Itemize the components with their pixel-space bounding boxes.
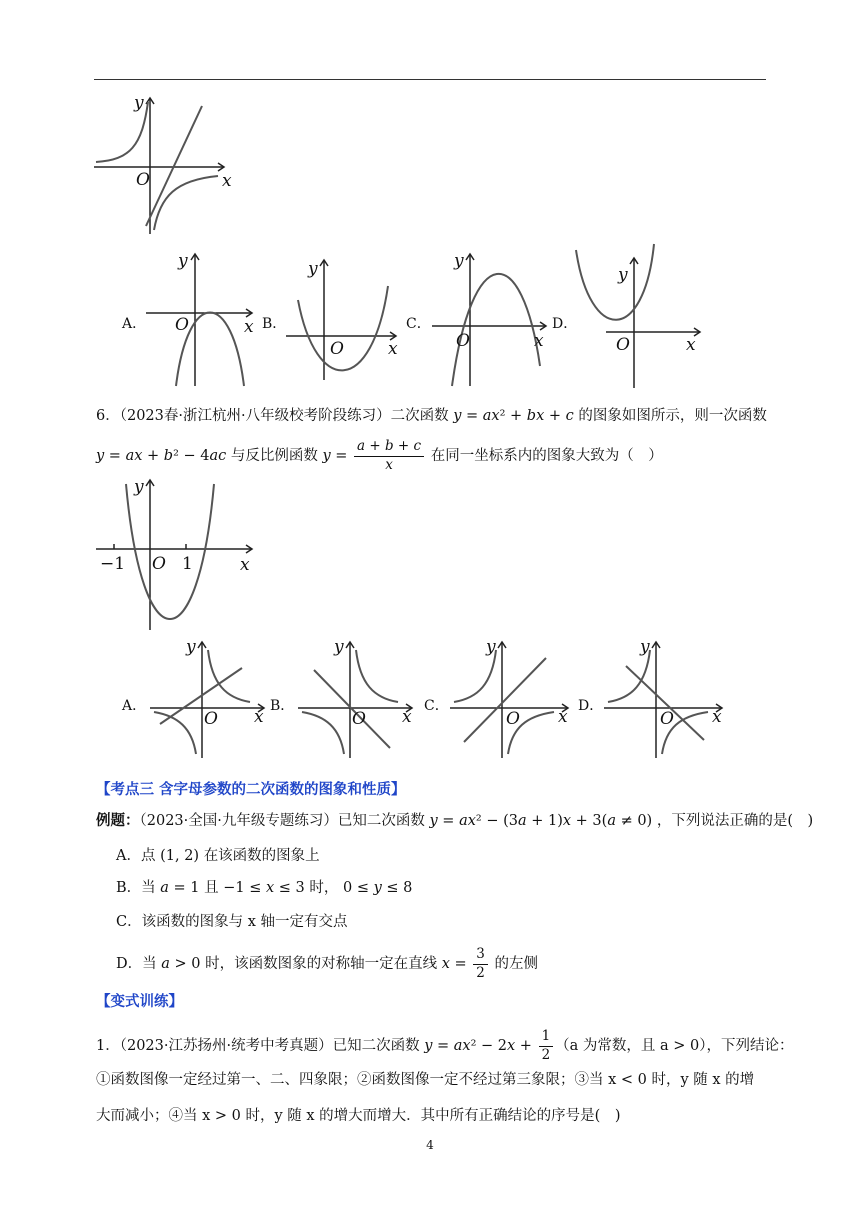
example-b-prefix: B．当 [116, 880, 156, 896]
y-axis-label: y [640, 637, 650, 657]
q6-tail: 在同一坐标系内的图象大致为（ ） [430, 448, 663, 464]
q6-line2-mid: 与反比例函数 [230, 448, 318, 464]
y-axis-label: y [454, 251, 464, 271]
q6-option-c-graph [446, 636, 574, 760]
origin-label: O [175, 315, 189, 335]
q6-line1: 6．（2023春·浙江杭州·八年级校考阶段练习）二次函数 y = ax² + bx + c 的图象如图所示，则一次函数 [96, 408, 767, 424]
example-option-a: A．点 (1, 2) 在该函数的图象上 [116, 848, 320, 864]
y-axis-label: y [134, 477, 144, 497]
q5-option-d-label: D． [552, 316, 578, 332]
origin-label: O [330, 339, 344, 359]
example-option-b: B．当 a = 1 且 −1 ≤ x ≤ 3 时， 0 ≤ y ≤ 8 [116, 880, 413, 896]
origin-label: O [616, 335, 630, 355]
origin-label: O [660, 709, 674, 729]
q5-option-c-label: C． [406, 316, 431, 332]
q6-option-a-graph [146, 636, 270, 760]
y-axis-label: y [186, 637, 196, 657]
example-label: 例题： [96, 813, 140, 829]
example-option-c: C．该函数的图象与 x 轴一定有交点 [116, 914, 348, 930]
example-d-prefix: D．当 [116, 956, 157, 972]
q5-option-b-graph [282, 252, 404, 382]
x-axis-label: x [712, 707, 722, 727]
origin-label: O [456, 331, 470, 351]
q5-option-b-label: B． [262, 316, 287, 332]
q5-option-c-graph [428, 248, 552, 390]
q6-option-b-graph [294, 636, 418, 760]
v1-line2: ①函数图像一定经过第一、二、四象限；②函数图像一定不经过第三象限；③当 x < 0 时，y 随 x 的增 [96, 1072, 755, 1088]
q6-given-graph [94, 474, 264, 632]
example-source: （2023·全国·九年级专题练习）已知二次函数 [139, 813, 425, 829]
q5-option-a-label: A． [122, 316, 147, 332]
example-d-suffix: 的左侧 [494, 956, 538, 972]
example-tail: ，下列说法正确的是( ) [656, 813, 814, 829]
example-d-mid: 时，该函数图象的对称轴一定在直线 [205, 956, 438, 972]
example-option-d: D．当 a > 0 时，该函数图象的对称轴一定在直线 x = $\frac{3}{2}$ 的左侧 [116, 946, 538, 981]
x-axis-label: x [388, 339, 398, 359]
y-axis-label: y [486, 637, 496, 657]
example-line: 例题：（2023·全国·九年级专题练习）已知二次函数 y = ax² − (3a + 1)x + 3(a ≠ 0) ，下列说法正确的是( ) [96, 813, 814, 829]
origin-label: O [136, 170, 150, 190]
q6-option-b-label: B． [270, 698, 295, 714]
y-axis-label: y [134, 93, 144, 113]
origin-label: O [152, 554, 166, 574]
x-axis-label: x [254, 707, 264, 727]
q5-option-d-graph [572, 240, 706, 390]
q6-option-a-label: A． [122, 698, 147, 714]
x-axis-label: x [240, 555, 250, 575]
minus-one-label: −1 [100, 554, 126, 574]
x-axis-label: x [534, 331, 544, 351]
x-axis-label: x [244, 317, 254, 337]
y-axis-label: y [334, 637, 344, 657]
x-axis-label: x [222, 171, 232, 191]
v1-paren: （a 为常数，且 a > 0），下列结论： [555, 1038, 794, 1054]
q6-option-d-label: D． [578, 698, 604, 714]
q6-frac-numerator: a + b + c [354, 440, 424, 457]
q5-option-a-graph [142, 248, 262, 390]
example-b-mid2: 时， [309, 880, 339, 896]
y-axis-label: y [308, 259, 318, 279]
section-heading-3: 【考点三 含字母参数的二次函数的图象和性质】 [96, 782, 406, 798]
v1-line1: 1．（2023·江苏扬州·统考中考真题）已知二次函数 y = ax² − 2x + $\frac{1}{2}$ （a 为常数，且 a > 0），下列结论： [96, 1028, 794, 1063]
q5-given-graph [90, 88, 240, 238]
x-axis-label: x [402, 707, 412, 727]
q6-prefix: 6．（2023春·浙江杭州·八年级校考阶段练习）二次函数 [96, 408, 449, 424]
q6-option-c-label: C． [424, 698, 449, 714]
example-b-mid: 且 [204, 880, 219, 896]
one-label: 1 [182, 554, 193, 574]
origin-label: O [506, 709, 520, 729]
v1-prefix: 1．（2023·江苏扬州·统考中考真题）已知二次函数 [96, 1038, 420, 1054]
q6-line2: y = ax + b² − 4ac 与反比例函数 y = $\frac{a + b + c}{x}$ 在同一坐标系内的图象大致为（ ） [96, 438, 663, 473]
y-axis-label: y [618, 265, 628, 285]
v1-line3: 大而减小；④当 x > 0 时，y 随 x 的增大而增大．其中所有正确结论的序号是( ) [96, 1108, 621, 1124]
page-number: 4 [426, 1138, 434, 1152]
origin-label: O [204, 709, 218, 729]
q6-frac-denominator: x [385, 456, 393, 473]
q6-option-d-graph [600, 636, 728, 760]
section-heading-variation: 【变式训练】 [96, 994, 183, 1010]
x-axis-label: x [558, 707, 568, 727]
x-axis-label: x [686, 335, 696, 355]
example-a-suffix: 在该函数的图象上 [203, 848, 320, 864]
y-axis-label: y [178, 251, 188, 271]
origin-label: O [352, 709, 366, 729]
example-a-prefix: A．点 [116, 848, 156, 864]
q6-mid: 的图象如图所示，则一次函数 [578, 408, 767, 424]
header-rule [94, 79, 766, 80]
